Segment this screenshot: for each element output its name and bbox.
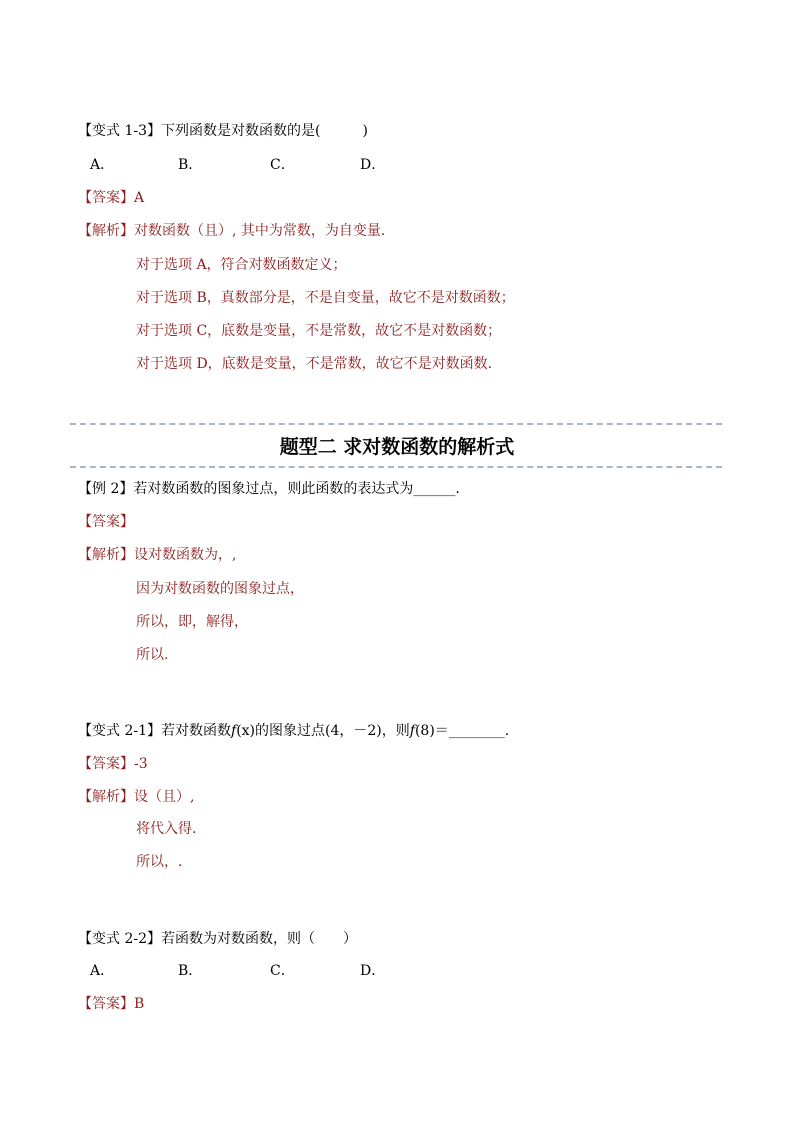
example-2-analysis-head: 【解析】设对数函数为，, — [78, 547, 237, 563]
question-2-1-answer: 【答案】-3 — [78, 756, 148, 772]
section-title: 题型二 求对数函数的解析式 — [279, 436, 515, 458]
question-1-3-stem: 【变式 1-3】下列函数是对数函数的是( ) — [78, 123, 368, 139]
analysis-line: 对于选项 D，底数是变量，不是常数，故它不是对数函数． — [136, 356, 502, 372]
option-a: A． — [90, 157, 115, 173]
example-2-answer: 【答案】 — [78, 514, 134, 530]
option-b: B． — [178, 963, 203, 979]
analysis-line: 对于选项 B，真数部分是，不是自变量，故它不是对数函数； — [136, 290, 515, 306]
option-c: C． — [270, 157, 295, 173]
analysis-line: 对于选项 A，符合对数函数定义； — [136, 257, 347, 273]
stem-text: (8)＝________. — [414, 723, 510, 739]
section-divider — [70, 423, 722, 425]
question-2-1-analysis-head: 【解析】设（且）, — [78, 789, 195, 805]
question-1-3-analysis-head: 【解析】对数函数（且）, 其中为常数，为自变量． — [78, 223, 395, 239]
stem-math-f: f — [409, 723, 415, 739]
option-b: B． — [178, 157, 203, 173]
analysis-line: 因为对数函数的图象过点， — [136, 581, 304, 597]
section-divider — [70, 466, 722, 468]
analysis-line: 所以，. — [136, 854, 183, 870]
option-d: D． — [360, 157, 386, 173]
analysis-line: 将代入得. — [136, 821, 197, 837]
question-2-2-answer: 【答案】B — [78, 996, 145, 1012]
stem-text: 【变式 2-1】若对数函数 — [78, 723, 231, 739]
option-c: C． — [270, 963, 295, 979]
stem-math-x: (x) — [236, 723, 256, 739]
question-2-2-stem: 【变式 2-2】若函数为对数函数，则（ ） — [78, 931, 357, 947]
analysis-line: 所以. — [136, 647, 169, 663]
question-1-3-answer: 【答案】A — [78, 190, 145, 206]
question-2-1-stem — [78, 722, 509, 740]
stem-text: 的图象过点(4，－2)，则 — [255, 723, 410, 739]
analysis-line: 所以，即，解得， — [136, 614, 248, 630]
stem-math-f: f — [231, 723, 237, 739]
example-2-stem: 【例 2】若对数函数的图象过点，则此函数的表达式为______. — [78, 481, 460, 497]
analysis-line: 对于选项 C，底数是变量，不是常数，故它不是对数函数； — [136, 323, 502, 339]
option-a: A． — [90, 963, 115, 979]
option-d: D． — [360, 963, 386, 979]
